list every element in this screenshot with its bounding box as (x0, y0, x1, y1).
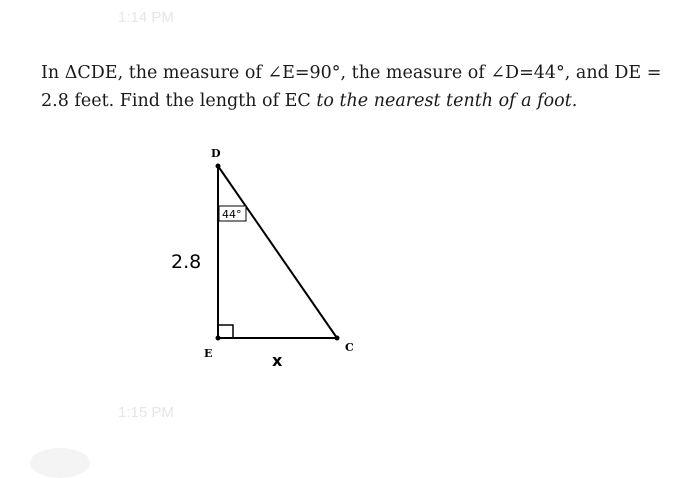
right-angle-marker (218, 325, 233, 338)
side-dc-line (218, 166, 337, 338)
faint-timestamp-bottom: 1:15 PM (118, 404, 174, 421)
faint-blob (30, 448, 90, 478)
side-de-label: 2.8 (171, 251, 202, 273)
vertex-e-label: E (204, 347, 213, 360)
problem-line-2-text: 2.8 feet. Find the length of EC (41, 91, 317, 111)
problem-line-2-italic: to the nearest tenth of a foot. (316, 91, 578, 111)
vertex-e-dot (216, 336, 221, 341)
vertex-d-label: D (211, 147, 221, 160)
faint-timestamp-top: 1:14 PM (118, 9, 174, 26)
vertex-d-dot (216, 164, 221, 169)
angle-d-label: 44° (222, 208, 242, 221)
problem-line-1: In ΔCDE, the measure of ∠E=90°, the measure of ∠D=44°, and DE = (41, 63, 662, 83)
side-ec-label: x (272, 351, 283, 370)
vertex-c-label: C (345, 341, 354, 354)
vertex-c-dot (335, 336, 340, 341)
